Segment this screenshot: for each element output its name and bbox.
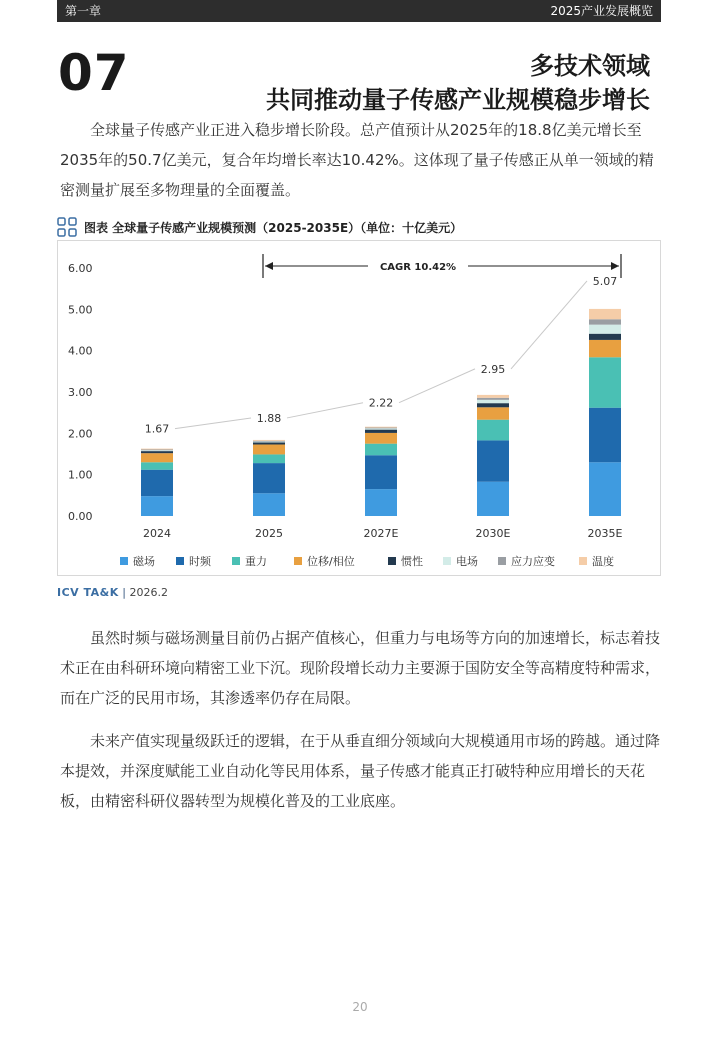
arrowhead-right: [611, 262, 619, 270]
bar-segment: [477, 395, 509, 398]
source-date: 2026.2: [129, 586, 168, 599]
y-tick-label: 6.00: [68, 262, 93, 275]
bar-segment: [141, 450, 173, 451]
bar-segment: [365, 428, 397, 429]
section-title-line1: 多技术领域: [530, 52, 650, 80]
bar-segment: [141, 462, 173, 469]
bar-segment: [477, 407, 509, 419]
total-data-label: 2.22: [368, 396, 394, 410]
chart-container: [57, 240, 661, 576]
bar-segment: [589, 309, 621, 319]
trend-line: [399, 369, 475, 403]
x-tick-label: 2030E: [475, 527, 511, 540]
total-data-label: 1.88: [256, 411, 282, 425]
legend-swatch: [443, 557, 451, 565]
section-title-line2: 共同推动量子传感产业规模稳步增长: [266, 86, 650, 114]
trend-line: [287, 403, 363, 418]
bar-segment: [253, 463, 285, 493]
bar-segment: [141, 496, 173, 516]
bar-segment: [141, 453, 173, 462]
total-data-label: 5.07: [592, 274, 618, 288]
y-tick-label: 2.00: [68, 427, 93, 441]
legend-swatch: [232, 557, 240, 565]
legend-label: 重力: [245, 555, 267, 568]
legend-swatch: [120, 557, 128, 565]
bar-segment: [477, 420, 509, 441]
bar-segment: [589, 357, 621, 407]
trend-line: [511, 281, 587, 369]
legend-label: 位移/相位: [307, 555, 355, 568]
legend-swatch: [294, 557, 302, 565]
legend-swatch: [579, 557, 587, 565]
bar-segment: [365, 428, 397, 429]
bar-segment: [253, 444, 285, 454]
figure-caption: 图表 全球量子传感产业规模预测（2025-2035E）（单位：十亿美元）: [84, 221, 463, 235]
y-tick-label: 0.00: [68, 510, 93, 523]
legend-swatch: [388, 557, 396, 565]
bar-segment: [141, 451, 173, 453]
legend-label: 时频: [189, 555, 211, 568]
bar-segment: [589, 319, 621, 324]
chapter-label: 第一章: [65, 4, 102, 18]
y-tick-label: 5.00: [68, 303, 93, 317]
legend-label: 温度: [592, 555, 614, 568]
intro-paragraph: 全球量子传感产业正进入稳步增长阶段。总产值预计从2025年的18.8亿美元增长至2035年的50.7亿美元，复合年均增长率达10.42%。这体现了量子传感正从单一领域的精密测量扩展至多物理量的全面覆盖。: [60, 121, 654, 199]
legend-label: 电场: [456, 555, 478, 568]
x-tick-label: 2027E: [363, 527, 399, 540]
arrowhead-left: [265, 262, 273, 270]
body-paragraph-2: 未来产值实现量级跃迁的逻辑，在于从垂直细分领域向大规模通用市场的跨越。通过降本提效，并深度赋能工业自动化等民用体系，量子传感才能真正打破特种应用增长的天花板，由精密科研仪器转型为规模化普及的工业底座。: [60, 732, 661, 810]
bar-segment: [589, 334, 621, 340]
bar-segment: [141, 449, 173, 450]
bar-segment: [477, 482, 509, 516]
bar-segment: [365, 489, 397, 516]
bar-segment: [253, 440, 285, 441]
bar-segment: [365, 427, 397, 428]
bar-segment: [589, 408, 621, 463]
y-tick-label: 1.00: [68, 468, 93, 482]
total-data-label: 1.67: [144, 422, 170, 436]
bar-segment: [141, 470, 173, 496]
bar-segment: [141, 449, 173, 450]
trend-line: [175, 418, 251, 429]
bar-segment: [589, 325, 621, 334]
stacked-bar-chart: [58, 241, 660, 575]
bar-segment: [253, 441, 285, 442]
bar-segment: [253, 442, 285, 444]
bar-segment: [253, 454, 285, 463]
legend-label: 惯性: [401, 555, 423, 568]
bar-segment: [253, 442, 285, 443]
section-number: 07: [58, 44, 130, 102]
source-logo: ICV TA&K: [57, 586, 119, 599]
x-tick-label: 2025: [255, 527, 283, 540]
legend-swatch: [498, 557, 506, 565]
y-tick-label: 3.00: [68, 386, 93, 399]
grid-icon: [57, 217, 77, 237]
bar-segment: [589, 340, 621, 357]
bar-segment: [365, 430, 397, 433]
bar-segment: [477, 400, 509, 403]
y-tick-label: 4.00: [68, 344, 93, 358]
legend-label: 磁场: [133, 555, 155, 568]
source-line: [57, 586, 168, 599]
header-bar: [57, 0, 661, 22]
bar-segment: [365, 444, 397, 456]
bar-segment: [477, 398, 509, 400]
report-title: 2025产业发展概览: [550, 4, 653, 18]
bar-segment: [253, 493, 285, 516]
bar-segment: [589, 462, 621, 516]
x-tick-label: 2035E: [587, 527, 623, 540]
x-tick-label: 2024: [143, 527, 171, 540]
cagr-label: CAGR 10.42%: [379, 262, 457, 273]
legend-label: 应力应变: [511, 555, 555, 568]
bar-segment: [477, 440, 509, 481]
source-separator: |: [122, 586, 130, 599]
bar-segment: [365, 455, 397, 489]
body-paragraph-1: 虽然时频与磁场测量目前仍占据产值核心，但重力与电场等方向的加速增长，标志着技术正在由科研环境向精密工业下沉。现阶段增长动力主要源于国防安全等高精度特种需求，而在广泛的民用市场，其渗透率仍存在局限。: [60, 629, 661, 707]
total-data-label: 2.95: [480, 362, 506, 376]
legend-swatch: [176, 557, 184, 565]
bar-segment: [365, 433, 397, 444]
bar-segment: [477, 403, 509, 407]
page-number: 20: [352, 1000, 368, 1014]
